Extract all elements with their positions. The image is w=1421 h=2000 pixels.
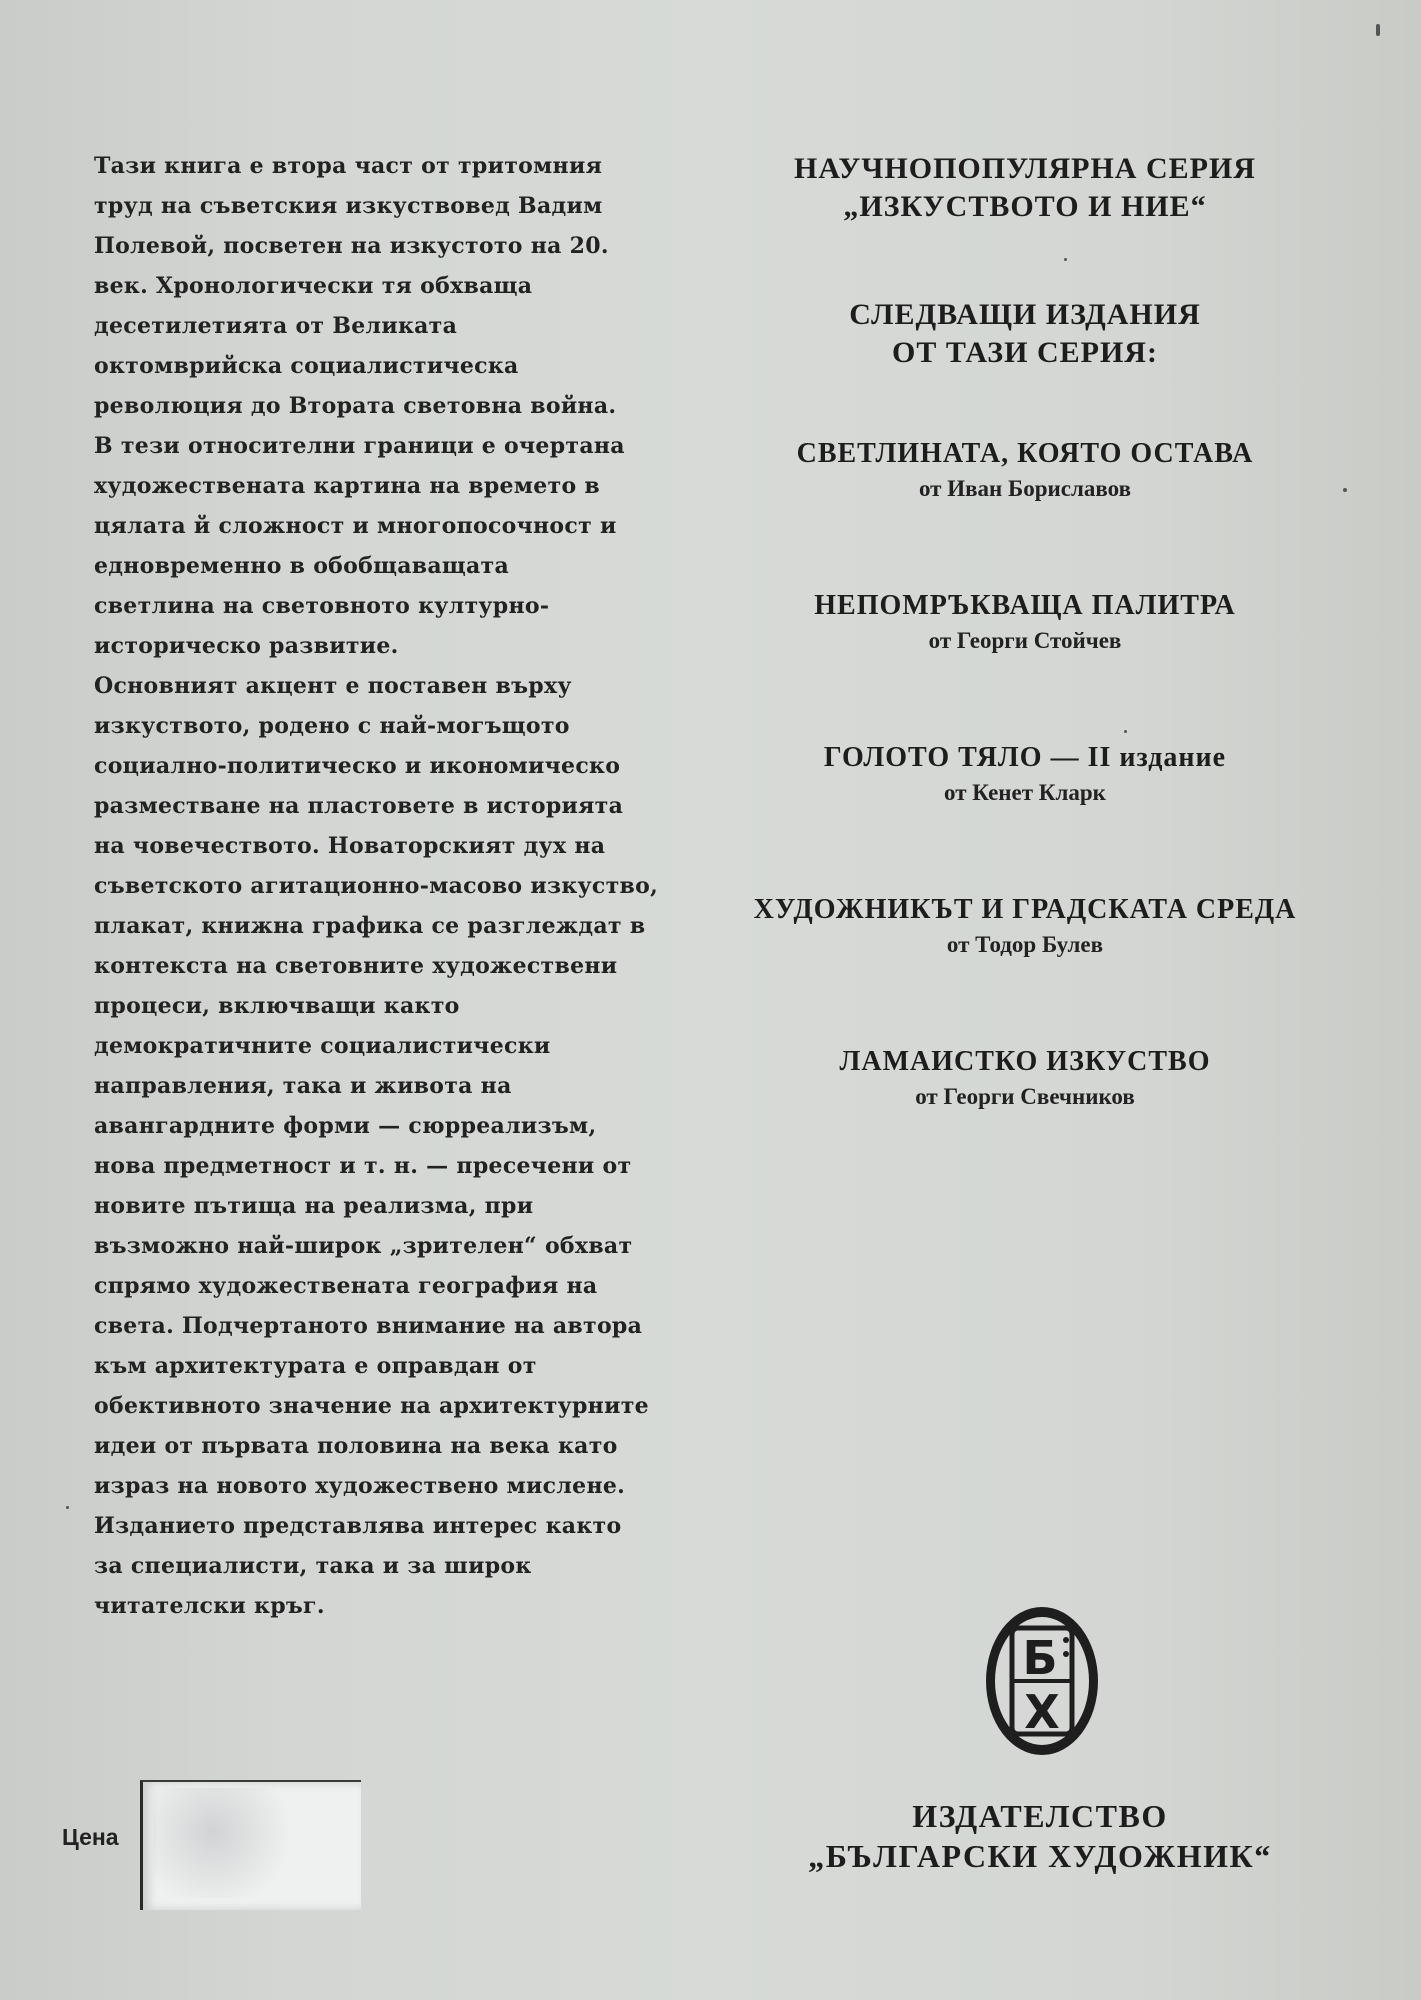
description-line: направления, така и живота на bbox=[94, 1073, 512, 1099]
book-author: от Георги Свечников bbox=[915, 1084, 1135, 1109]
next-editions-line: ОТ ТАЗИ СЕРИЯ: bbox=[892, 336, 1158, 369]
description-line: процеси, включващи както bbox=[94, 993, 460, 1019]
next-editions-line: СЛЕДВАЩИ ИЗДАНИЯ bbox=[849, 298, 1201, 331]
next-editions-heading bbox=[715, 296, 1335, 372]
speck bbox=[1124, 730, 1127, 733]
description-line: обективното значение на архитектурните bbox=[94, 1393, 649, 1419]
description-line: за специалисти, така и за широк bbox=[94, 1553, 532, 1579]
description-line: историческо развитие. bbox=[94, 633, 399, 659]
book-entry bbox=[715, 1044, 1335, 1196]
series-column bbox=[715, 150, 1335, 1196]
description-line: изкуството, родено с най-могъщото bbox=[94, 713, 570, 739]
description-line: света. Подчертаното внимание на автора bbox=[94, 1313, 643, 1339]
book-entry bbox=[715, 892, 1335, 1044]
book-title: ХУДОЖНИКЪТ И ГРАДСКАТА СРЕДА bbox=[753, 894, 1297, 925]
publisher-logo-icon bbox=[982, 1604, 1102, 1758]
description-line: израз на новото художествено мислене. bbox=[94, 1473, 626, 1499]
description-line: разместване на пластовете в историята bbox=[94, 793, 624, 819]
book-title: ЛАМАИСТКО ИЗКУСТВО bbox=[839, 1046, 1211, 1077]
book-title: ГОЛОТО ТЯЛО — II издание bbox=[823, 742, 1227, 773]
series-line: „ИЗКУСТВОТО И НИЕ“ bbox=[843, 190, 1207, 223]
description-line: нова предметност и т. н. — пресечени от bbox=[94, 1153, 632, 1179]
description-line: едновременно в обобщаващата bbox=[94, 553, 510, 579]
logo-letter-top: Б bbox=[1022, 1631, 1058, 1685]
book-title: НЕПОМРЪКВАЩА ПАЛИТРА bbox=[814, 590, 1236, 621]
description-line: В тези относителни граници е очертана bbox=[94, 433, 625, 459]
description-line: спрямо художествената география на bbox=[94, 1273, 598, 1299]
series-line: НАУЧНОПОПУЛЯРНА СЕРИЯ bbox=[794, 152, 1256, 185]
book-list bbox=[715, 436, 1335, 1196]
speck bbox=[66, 1506, 69, 1509]
description-text bbox=[94, 146, 684, 1626]
description-line: авангардните форми — сюрреализъм, bbox=[94, 1113, 597, 1139]
description-line: октомврийска социалистическа bbox=[94, 353, 519, 379]
description-line: на човечеството. Новаторският дух на bbox=[94, 833, 606, 859]
price-sticker bbox=[140, 1780, 361, 1910]
description-line: идеи от първата половина на века като bbox=[94, 1433, 618, 1459]
price-label: Цена bbox=[62, 1824, 119, 1850]
description-line: Полевой, посветен на изкустото на 20. bbox=[94, 233, 609, 259]
description-line: социално-политическо и икономическо bbox=[94, 753, 621, 779]
series-heading bbox=[715, 150, 1335, 226]
book-entry bbox=[715, 740, 1335, 892]
description-line: Тази книга е втора част от тритомния bbox=[94, 153, 603, 179]
description-line: плакат, книжна графика се разглеждат в bbox=[94, 913, 646, 939]
book-title: СВЕТЛИНАТА, КОЯТО ОСТАВА bbox=[796, 438, 1254, 469]
description-line: Основният акцент е поставен върху bbox=[94, 673, 572, 699]
description-line: демократичните социалистически bbox=[94, 1033, 551, 1059]
description-line: цялата й сложност и многопосочност и bbox=[94, 513, 617, 539]
description-line: контекста на световните художествени bbox=[94, 953, 618, 979]
description-line: Изданието представлява интерес както bbox=[94, 1513, 622, 1539]
description-line: светлина на световното културно- bbox=[94, 593, 550, 619]
description-line: към архитектурата е оправдан от bbox=[94, 1353, 537, 1379]
description-line: десетилетията от Великата bbox=[94, 313, 458, 339]
description-line: съветското агитационно-масово изкуство, bbox=[94, 873, 659, 899]
publisher-line: „БЪЛГАРСКИ ХУДОЖНИК“ bbox=[808, 1838, 1272, 1874]
book-author: от Кенет Кларк bbox=[944, 780, 1106, 805]
book-author: от Тодор Булев bbox=[946, 932, 1104, 957]
description-line: новите пътища на реализма, при bbox=[94, 1193, 534, 1219]
description-line: труд на съветския изкуствовед Вадим bbox=[94, 193, 603, 219]
publisher-name bbox=[740, 1796, 1340, 1876]
publisher-line: ИЗДАТЕЛСТВО bbox=[912, 1798, 1168, 1834]
speck bbox=[1343, 488, 1347, 492]
description-line: революция до Втората световна война. bbox=[94, 393, 617, 419]
speck bbox=[1064, 258, 1067, 261]
logo-letter-bottom: Х bbox=[1024, 1685, 1060, 1739]
book-author: от Георги Стойчев bbox=[928, 628, 1122, 653]
description-line: век. Хронологически тя обхваща bbox=[94, 273, 533, 299]
description-line: художествената картина на времето в bbox=[94, 473, 600, 499]
book-entry bbox=[715, 436, 1335, 588]
speck bbox=[1376, 24, 1380, 36]
description-line: възможно най-широк „зрителен“ обхват bbox=[94, 1233, 633, 1259]
description-line: читателски кръг. bbox=[94, 1593, 325, 1619]
book-author: от Иван Бориславов bbox=[918, 476, 1132, 501]
book-entry bbox=[715, 588, 1335, 740]
